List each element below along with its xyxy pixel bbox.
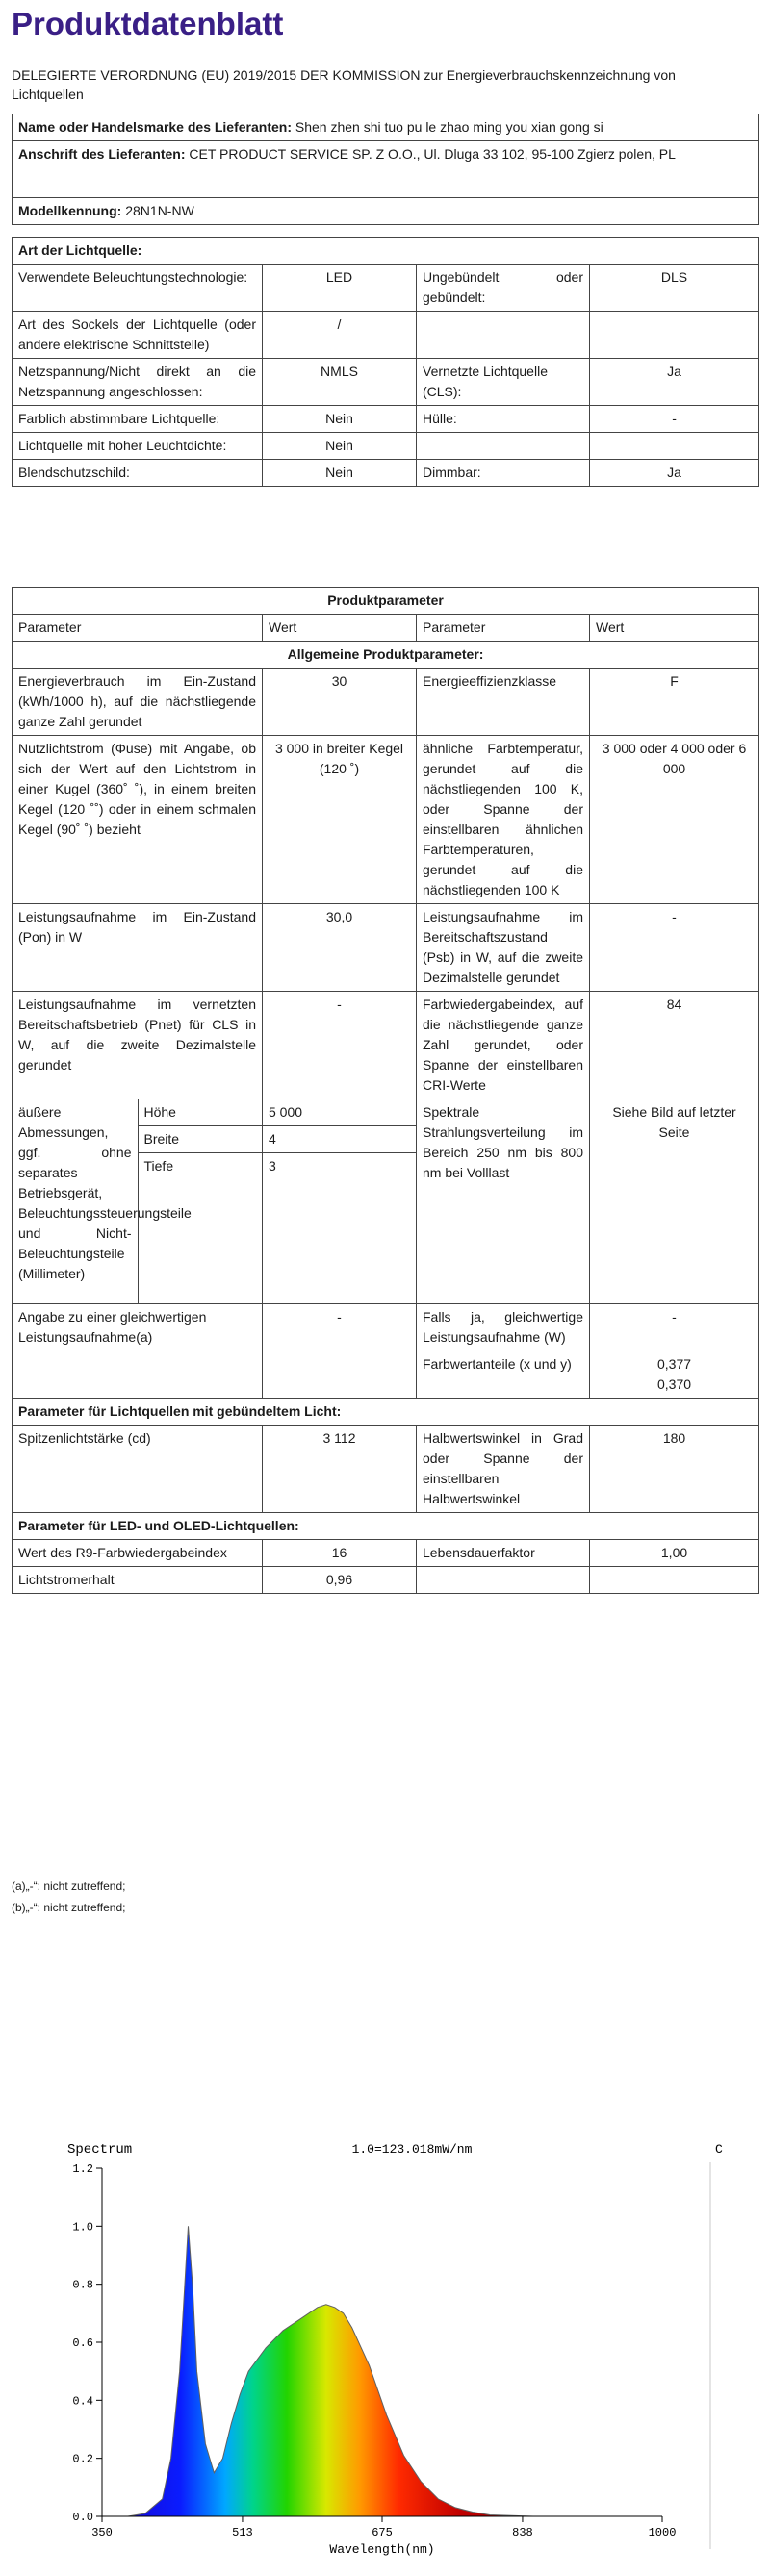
spectrum-chart (46, 2134, 739, 2566)
light-source-row (13, 265, 759, 312)
energy-class-value: F (590, 669, 759, 736)
power-on-label: Leistungsaufnahme im Ein-Zustand (Pon) in W (13, 904, 263, 992)
row-label: Blendschutzschild: (13, 460, 263, 487)
luminous-flux-label: Nutzlichtstrom (Φuse) mit Angabe, ob sich der Wert auf den Lichtstrom in einer Kugel (360˚ ˚), in einem breiten Kegel (120 ˚˚) oder in einem schmalen Kegel (90˚ ˚) bezieht (13, 736, 263, 904)
row-value-2: Ja (590, 359, 759, 406)
footnote-a: (a)„-“: nicht zutreffend; (12, 1880, 126, 1893)
y-tick-label: 0.2 (72, 2452, 93, 2466)
light-source-heading: Art der Lichtquelle: (13, 238, 759, 265)
network-standby-label: Leistungsaufnahme im vernetzten Bereitschaftsbetrieb (Pnet) für CLS in W, auf die zweite Dezimalstelle gerundet (13, 992, 263, 1099)
chromaticity-label: Farbwertanteile (x und y) (417, 1351, 590, 1399)
model-row (13, 198, 759, 225)
page-title: Produktdatenblatt (12, 6, 284, 41)
spectral-distribution-value: Siehe Bild auf letzter Seite (590, 1099, 759, 1304)
row-value-2 (590, 312, 759, 359)
x-tick-label: 1000 (648, 2526, 677, 2539)
chart-corner-label: C (715, 2142, 723, 2157)
empty-cell (417, 1567, 590, 1594)
color-temperature-label: ähnliche Farbtemperatur, gerundet auf die nächstliegenden 100 K, oder Spanne der einstellbaren ähnlichen Farbtemperaturen, gerundet auf die nächstliegenden 100 K (417, 736, 590, 904)
light-source-table (12, 237, 759, 487)
energy-consumption-label: Energieverbrauch im Ein-Zustand (kWh/1000 h), auf die nächstliegende ganze Zahl gerundet (13, 669, 263, 736)
chromaticity-value (590, 1351, 759, 1399)
row-value: Nein (263, 406, 417, 433)
light-source-row (13, 406, 759, 433)
dimensions-cell (13, 1099, 263, 1304)
y-tick-label: 1.0 (72, 2220, 93, 2235)
energy-consumption-value: 30 (263, 669, 417, 736)
product-parameters-table (12, 587, 759, 1594)
dimensions-label: äußere Abmessungen, ggf. ohne separates Betriebsgerät, Beleuchtungssteuerungsteile und Nicht-Beleuchtungsteile (Millimeter) (13, 1099, 138, 1303)
supplier-address-label: Anschrift des Lieferanten: (18, 146, 186, 162)
r9-value: 16 (263, 1540, 417, 1567)
equivalent-power-label: Angabe zu einer gleichwertigen Leistungsaufnahme(a) (13, 1304, 263, 1399)
chromaticity-y: 0,370 (656, 1376, 692, 1392)
x-tick-label: 838 (512, 2526, 533, 2539)
row-value-2: DLS (590, 265, 759, 312)
column-header-parameter: Parameter (13, 615, 263, 642)
chromaticity-x: 0,377 (656, 1356, 692, 1372)
dimensions-table (13, 1099, 263, 1303)
y-tick-label: 1.2 (72, 2162, 93, 2176)
row-label-2: Dimmbar: (417, 460, 590, 487)
equivalent-power-value: - (263, 1304, 417, 1399)
empty-cell (590, 1567, 759, 1594)
y-tick-label: 0.6 (72, 2336, 93, 2350)
supplier-address-value: CET PRODUCT SERVICE SP. Z O.O., Ul. Dluga 33 102, 95-100 Zgierz polen, PL (189, 146, 676, 162)
row-value-2: Ja (590, 460, 759, 487)
energy-class-label: Energieeffizienzklasse (417, 669, 590, 736)
lumen-maintenance-label: Lichtstromerhalt (13, 1567, 263, 1594)
row-label: Farblich abstimmbare Lichtquelle: (13, 406, 263, 433)
row-value: Nein (263, 433, 417, 460)
column-header-parameter-2: Parameter (417, 615, 590, 642)
supplier-name-label: Name oder Handelsmarke des Lieferanten: (18, 119, 292, 135)
dimension-values-cell (263, 1099, 417, 1304)
row-label-2: Hülle: (417, 406, 590, 433)
footnotes (12, 1876, 126, 1918)
cri-value: 84 (590, 992, 759, 1099)
equivalent-power-watt-value: - (590, 1304, 759, 1351)
row-value: LED (263, 265, 417, 312)
row-label-2 (417, 312, 590, 359)
row-label-2 (417, 433, 590, 460)
cri-label: Farbwiedergabeindex, auf die nächstliegende ganze Zahl gerundet, oder Spanne der einstellbaren CRI-Werte (417, 992, 590, 1099)
row-value: Nein (263, 460, 417, 487)
supplier-name-row (13, 114, 759, 141)
row-value-2: - (590, 406, 759, 433)
chart-annotation: 1.0=123.018mW/nm (351, 2142, 473, 2157)
peak-intensity-label: Spitzenlichtstärke (cd) (13, 1426, 263, 1513)
row-value-2 (590, 433, 759, 460)
r9-label: Wert des R9-Farbwiedergabeindex (13, 1540, 263, 1567)
supplier-name-value: Shen zhen shi tuo pu le zhao ming you xian gong si (295, 119, 603, 135)
product-parameters-heading: Produktparameter (13, 588, 759, 615)
dimension-value: 5 000 (263, 1099, 416, 1126)
row-label-2: Vernetzte Lichtquelle (CLS): (417, 359, 590, 406)
dimension-name: Höhe (138, 1099, 263, 1126)
dimension-value: 3 (269, 1158, 276, 1174)
survival-factor-value: 1,00 (590, 1540, 759, 1567)
power-on-value: 30,0 (263, 904, 417, 992)
dimension-name: Tiefe (143, 1158, 174, 1174)
directional-heading: Parameter für Lichtquellen mit gebündeltem Licht: (13, 1399, 759, 1426)
y-tick-label: 0.0 (72, 2511, 93, 2524)
survival-factor-label: Lebensdauerfaktor (417, 1540, 590, 1567)
light-source-row (13, 433, 759, 460)
y-tick-label: 0.4 (72, 2394, 93, 2409)
led-parameters-heading: Parameter für LED- und OLED-Lichtquellen: (13, 1513, 759, 1540)
light-source-row (13, 460, 759, 487)
column-header-value-2: Wert (590, 615, 759, 642)
light-source-row (13, 359, 759, 406)
column-header-value: Wert (263, 615, 417, 642)
color-temperature-value: 3 000 oder 4 000 oder 6 000 (590, 736, 759, 904)
supplier-table (12, 114, 759, 225)
chart-title: Spectrum (67, 2142, 133, 2158)
model-label: Modellkennung: (18, 203, 122, 218)
beam-angle-label: Halbwertswinkel in Grad oder Spanne der einstellbaren Halbwertswinkel (417, 1426, 590, 1513)
regulation-subtitle: DELEGIERTE VERORDNUNG (EU) 2019/2015 DER KOMMISSION zur Energieverbrauchskennzeichnung von Lichtquellen (12, 67, 676, 102)
equivalent-power-watt-label: Falls ja, gleichwertige Leistungsaufnahme (W) (417, 1304, 590, 1351)
peak-intensity-value: 3 112 (263, 1426, 417, 1513)
general-parameters-heading: Allgemeine Produktparameter: (13, 642, 759, 669)
supplier-address-row (13, 141, 759, 198)
dimension-value: 4 (263, 1126, 416, 1153)
footnote-b: (b)„-“: nicht zutreffend; (12, 1901, 126, 1914)
row-label: Lichtquelle mit hoher Leuchtdichte: (13, 433, 263, 460)
standby-power-label: Leistungsaufnahme im Bereitschaftszustand (Psb) in W, auf die zweite Dezimalstelle gerundet (417, 904, 590, 992)
x-tick-label: 350 (91, 2526, 113, 2539)
row-value: / (263, 312, 417, 359)
lumen-maintenance-value: 0,96 (263, 1567, 417, 1594)
dimension-name: Breite (138, 1126, 263, 1153)
model-value: 28N1N-NW (125, 203, 194, 218)
spectral-distribution-label: Spektrale Strahlungsverteilung im Bereich 250 nm bis 800 nm bei Volllast (417, 1099, 590, 1304)
row-label: Netzspannung/Nicht direkt an die Netzspannung angeschlossen: (13, 359, 263, 406)
x-tick-label: 513 (232, 2526, 253, 2539)
network-standby-value: - (263, 992, 417, 1099)
row-label-2: Ungebündelt oder gebündelt: (417, 265, 590, 312)
row-value: NMLS (263, 359, 417, 406)
light-source-row (13, 312, 759, 359)
row-label: Art des Sockels der Lichtquelle (oder andere elektrische Schnittstelle) (13, 312, 263, 359)
beam-angle-value: 180 (590, 1426, 759, 1513)
x-axis-label: Wavelength(nm) (329, 2542, 435, 2557)
standby-power-value: - (590, 904, 759, 992)
y-tick-label: 0.8 (72, 2278, 93, 2292)
x-tick-label: 675 (372, 2526, 393, 2539)
row-label: Verwendete Beleuchtungstechnologie: (13, 265, 263, 312)
luminous-flux-value: 3 000 in breiter Kegel (120 ˚) (263, 736, 417, 904)
